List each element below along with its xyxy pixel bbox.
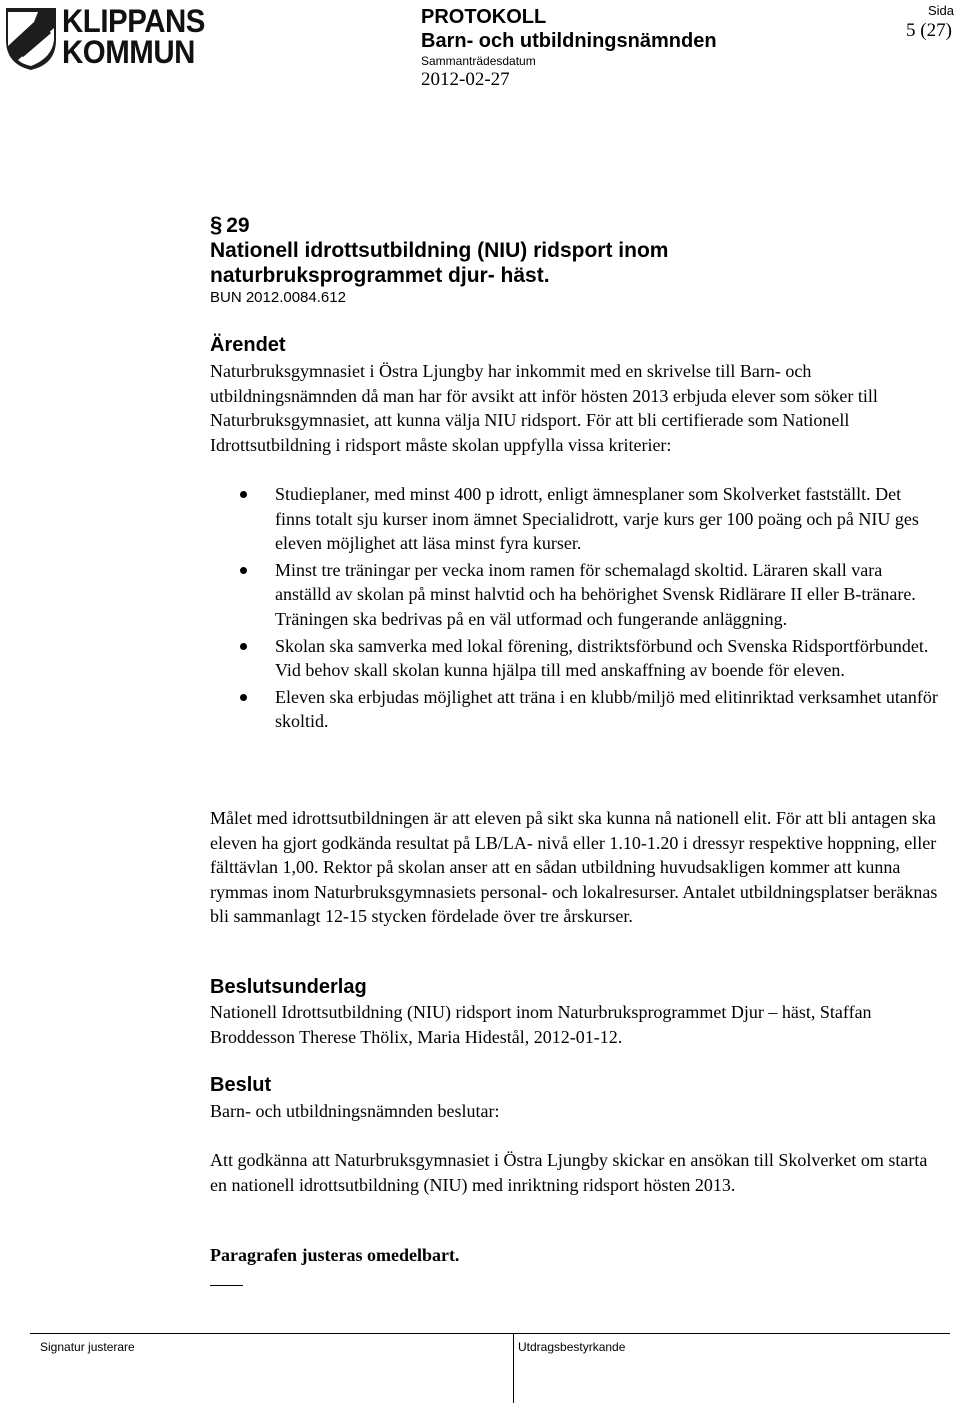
justeras-note: Paragrafen justeras omedelbart. xyxy=(210,1245,460,1265)
footer-divider xyxy=(513,1333,514,1403)
beslutsunderlag-text: Nationell Idrottsutbildning (NIU) ridsport inom Naturbruksprogrammet Djur – häst, Staffan Broddesson Therese Thölix, Maria Hidestål, 2012-01-12. xyxy=(210,1002,872,1047)
list-item xyxy=(240,558,940,632)
section-heading xyxy=(210,212,668,288)
paragraph-symbol: § xyxy=(210,212,223,237)
municipality-logo xyxy=(2,2,222,74)
beslut-text: Att godkänna att Naturbruksgymnasiet i Östra Ljungby skickar en ansökan till Skolverket om starta en nationell idrottsutbildning (NIU) med inriktning ridsport hösten 2013. xyxy=(210,1150,928,1195)
criteria-text: Studieplaner, med minst 400 p idrott, enligt ämnesplaner som Skolverket fastställt. Det finns totalt sju kurser inom ämnet Specialidrott, varje kurs ger 100 poäng och på NIU ges eleven möjlighet att läsa minst fyra kurser. xyxy=(275,484,919,554)
section-title-line1: Nationell idrottsutbildning (NIU) ridsport inom xyxy=(210,239,669,262)
footer-rule xyxy=(30,1333,950,1334)
list-item xyxy=(240,482,940,556)
doc-type: PROTOKOLL xyxy=(421,6,547,28)
divider xyxy=(210,1285,243,1286)
criteria-text: Skolan ska samverka med lokal förening, distriktsförbund och Svenska Ridsportförbundet. Vid behov skall skolan kunna hjälpa till med anskaffning av boende för eleven. xyxy=(275,635,929,681)
criteria-text: Minst tre träningar per vecka inom ramen för schemalagd skoltid. Läraren skall vara anställd av skolan på minst halvtid och ha behörighet Svensk Ridlärare II eller B-tränare. Träningen ska bedrivas på en väl utformad och fungerande anläggning. xyxy=(275,559,916,629)
bullet-icon xyxy=(240,491,247,498)
page-number: 5 (27) xyxy=(906,20,952,41)
section-title-line2: naturbruksprogrammet djur- häst. xyxy=(210,264,550,287)
beslutsunderlag-heading: Beslutsunderlag xyxy=(210,976,367,998)
goal-paragraph: Målet med idrottsutbildningen är att eleven på sikt ska kunna nå nationell elit. För att bli antagen ska eleven ha gjort godkända resultat på LB/LA- nivå eller 1.10-1.20 i dressyr respektive hoppning, eller fälttävlan 1,00. Rektor på skolan anser att en sådan utbildning huvudsakligen kommer att kunna rymmas inom Naturbruksgymnasiets personal- och lokalresurser. Antalet utbildningsplatser beräknas bli sammanlagt 12-15 stycken fördelade över tre årskurser. xyxy=(210,808,938,927)
beslut-intro: Barn- och utbildningsnämnden beslutar: xyxy=(210,1101,500,1121)
logo-wordmark xyxy=(62,3,205,70)
arende-text: Naturbruksgymnasiet i Östra Ljungby har inkommit med en skrivelse till Barn- och utbildningsnämnden då man har för avsikt att inför hösten 2013 erbjuda elever som söker till Naturbruksgymnasiet, att kunna välja NIU ridsport. För att bli certifierade som Nationell Idrottsutbildning i ridsport måste skolan uppfylla vissa kriterier: xyxy=(210,361,878,455)
beslut-heading: Beslut xyxy=(210,1074,272,1096)
bullet-icon xyxy=(240,694,247,701)
criteria-list xyxy=(240,482,940,736)
board-name: Barn- och utbildningsnämnden xyxy=(421,30,717,52)
bullet-icon xyxy=(240,567,247,574)
page-label: Sida xyxy=(928,3,955,18)
section-number: 29 xyxy=(226,214,250,237)
arende-heading: Ärendet xyxy=(210,334,286,356)
logo-line1: KLIPPANS xyxy=(62,3,205,39)
signature-label: Signatur justerare xyxy=(40,1340,135,1354)
bullet-icon xyxy=(240,643,247,650)
list-item xyxy=(240,685,940,734)
criteria-text: Eleven ska erbjudas möjlighet att träna i en klubb/miljö med elitinriktad verksamhet utanför skoltid. xyxy=(275,686,938,732)
list-item xyxy=(240,634,940,683)
logo-line2: KOMMUN xyxy=(62,34,195,70)
meeting-label: Sammanträdesdatum xyxy=(421,54,536,68)
meeting-date: 2012-02-27 xyxy=(421,69,510,90)
klippan-emblem-icon xyxy=(4,6,58,70)
certification-label: Utdragsbestyrkande xyxy=(518,1340,626,1354)
case-number: BUN 2012.0084.612 xyxy=(210,289,346,306)
